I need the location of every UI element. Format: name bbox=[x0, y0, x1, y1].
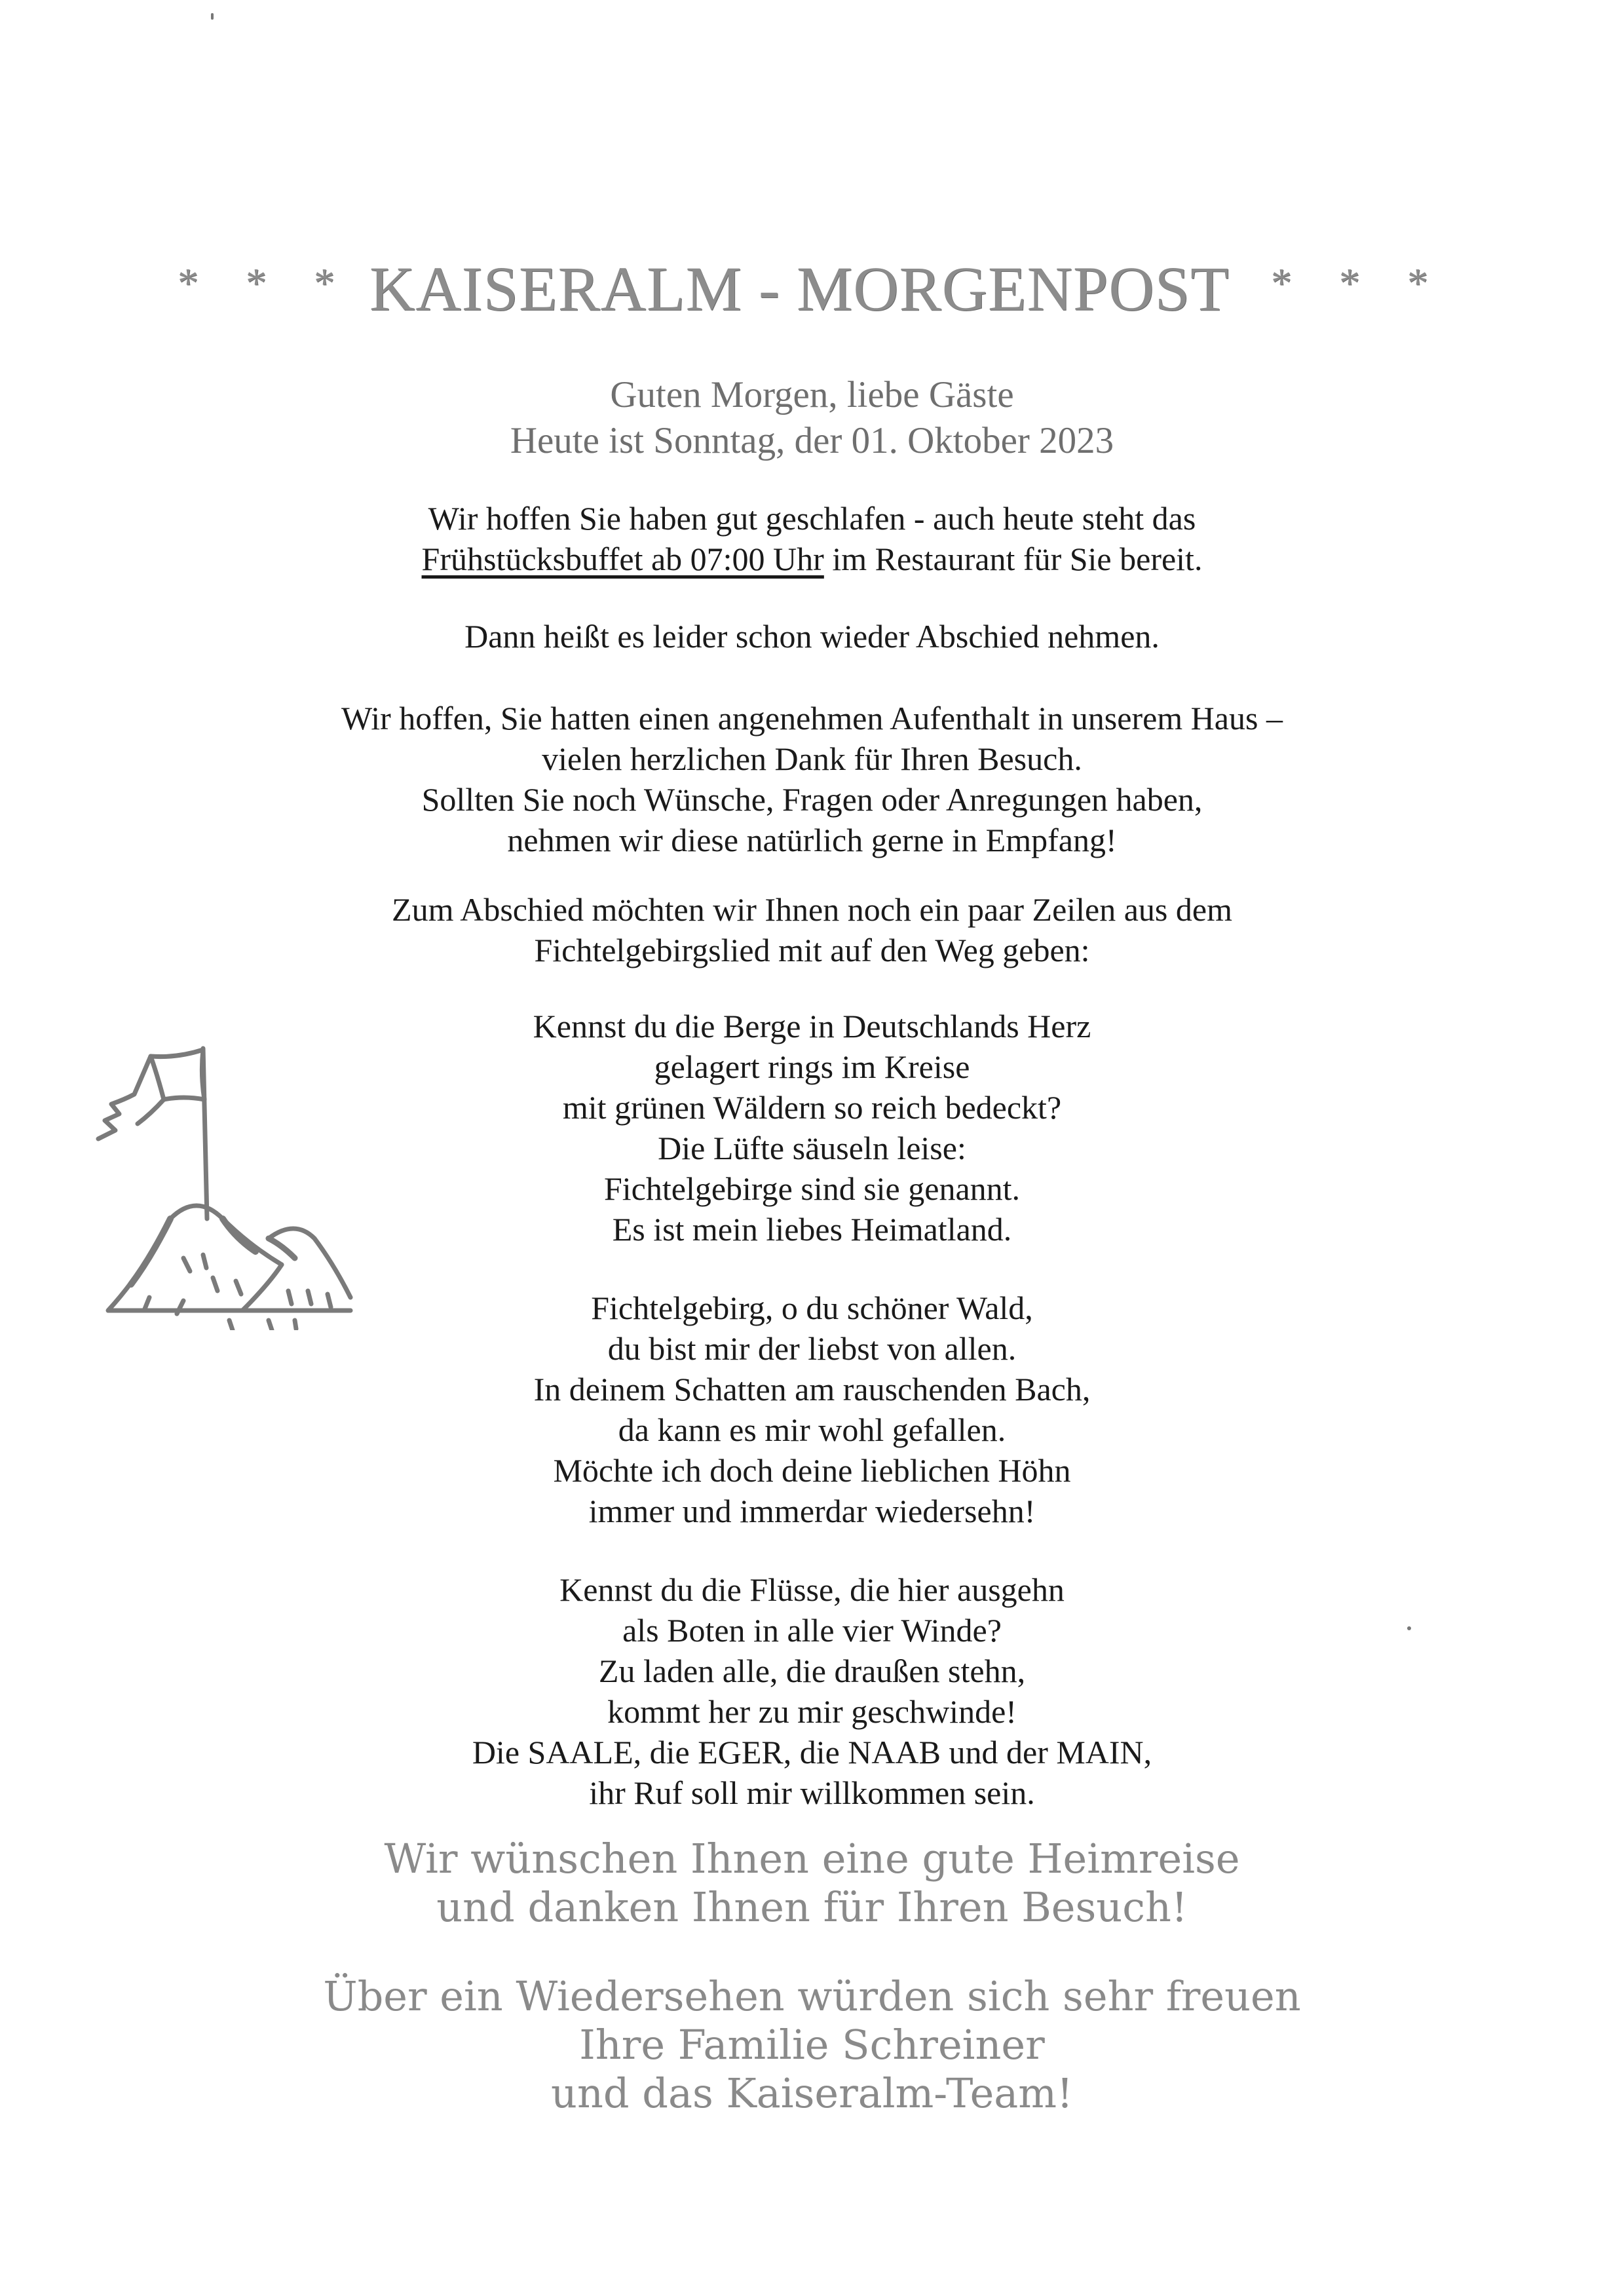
page-title bbox=[0, 252, 1624, 325]
closing-line: Wir wünschen Ihnen eine gute Heimreise bbox=[384, 1835, 1240, 1883]
thanks-paragraph bbox=[0, 698, 1624, 860]
song-intro-line: Zum Abschied möchten wir Ihnen noch ein paar Zeilen aus dem bbox=[392, 891, 1232, 928]
verse-line: Fichtelgebirg, o du schöner Wald, bbox=[591, 1290, 1033, 1326]
intro-line: Wir hoffen Sie haben gut geschlafen - auch heute steht das bbox=[428, 500, 1196, 537]
closing-line: und danken Ihnen für Ihren Besuch! bbox=[436, 1883, 1188, 1931]
title-text: KAISERALM - MORGENPOST bbox=[369, 254, 1228, 324]
thanks-line: nehmen wir diese natürlich gerne in Empfang! bbox=[507, 822, 1117, 858]
verse-line: da kann es mir wohl gefallen. bbox=[618, 1411, 1006, 1448]
greeting bbox=[0, 372, 1624, 464]
verse-line: Zu laden alle, die draußen stehn, bbox=[598, 1653, 1026, 1689]
scan-speck bbox=[211, 13, 214, 20]
intro-paragraph bbox=[0, 498, 1624, 579]
song-intro-line: Fichtelgebirgslied mit auf den Weg geben: bbox=[534, 932, 1090, 968]
verse-line: Kennst du die Berge in Deutschlands Herz bbox=[533, 1008, 1091, 1044]
verse-line: Kennst du die Flüsse, die hier ausgehn bbox=[559, 1571, 1065, 1608]
title-stars-left: * * * bbox=[177, 259, 353, 306]
farewell-paragraph bbox=[0, 616, 1624, 657]
signature-line: Über ein Wiedersehen würden sich sehr freuen bbox=[323, 1972, 1301, 2020]
closing-wish bbox=[0, 1835, 1624, 1932]
verse-line: mit grünen Wäldern so reich bedeckt? bbox=[562, 1089, 1062, 1126]
title-stars-right: * * * bbox=[1271, 259, 1446, 306]
verse-line: ihr Ruf soll mir willkommen sein. bbox=[589, 1774, 1035, 1811]
verse-line: Die SAALE, die EGER, die NAAB und der MAIN, bbox=[472, 1734, 1152, 1770]
thanks-line: Sollten Sie noch Wünsche, Fragen oder Anregungen haben, bbox=[421, 781, 1203, 818]
intro-line bbox=[0, 539, 1624, 579]
signature bbox=[0, 1972, 1624, 2118]
intro-line-rest: im Restaurant für Sie bereit. bbox=[823, 541, 1203, 577]
verse-3 bbox=[0, 1569, 1624, 1813]
signature-line: Ihre Familie Schreiner bbox=[579, 2021, 1045, 2069]
thanks-line: vielen herzlichen Dank für Ihren Besuch. bbox=[542, 740, 1082, 777]
farewell-line: Dann heißt es leider schon wieder Abschied nehmen. bbox=[464, 618, 1160, 655]
verse-line: Möchte ich doch deine lieblichen Höhn bbox=[553, 1452, 1071, 1489]
verse-line: als Boten in alle vier Winde? bbox=[622, 1612, 1002, 1649]
mountain-flag-icon bbox=[72, 1022, 367, 1330]
verse-line: gelagert rings im Kreise bbox=[654, 1048, 970, 1085]
verse-line: In deinem Schatten am rauschenden Bach, bbox=[533, 1371, 1091, 1407]
scan-speck bbox=[1407, 1626, 1411, 1630]
song-intro-paragraph bbox=[0, 889, 1624, 970]
verse-line: Es ist mein liebes Heimatland. bbox=[612, 1211, 1012, 1248]
verse-line: immer und immerdar wiedersehn! bbox=[588, 1493, 1036, 1529]
verse-line: du bist mir der liebst von allen. bbox=[607, 1330, 1017, 1367]
thanks-line: Wir hoffen, Sie hatten einen angenehmen Aufenthalt in unserem Haus – bbox=[341, 700, 1283, 737]
verse-line: kommt her zu mir geschwinde! bbox=[607, 1693, 1017, 1730]
verse-line: Fichtelgebirge sind sie genannt. bbox=[603, 1170, 1021, 1207]
verse-line: Die Lüfte säuseln leise: bbox=[658, 1130, 966, 1166]
greeting-line: Guten Morgen, liebe Gäste bbox=[610, 374, 1014, 415]
signature-line: und das Kaiseralm-Team! bbox=[551, 2069, 1073, 2117]
breakfast-time: Frühstücksbuffet ab 07:00 Uhr bbox=[421, 541, 824, 577]
date-line: Heute ist Sonntag, der 01. Oktober 2023 bbox=[510, 420, 1114, 461]
